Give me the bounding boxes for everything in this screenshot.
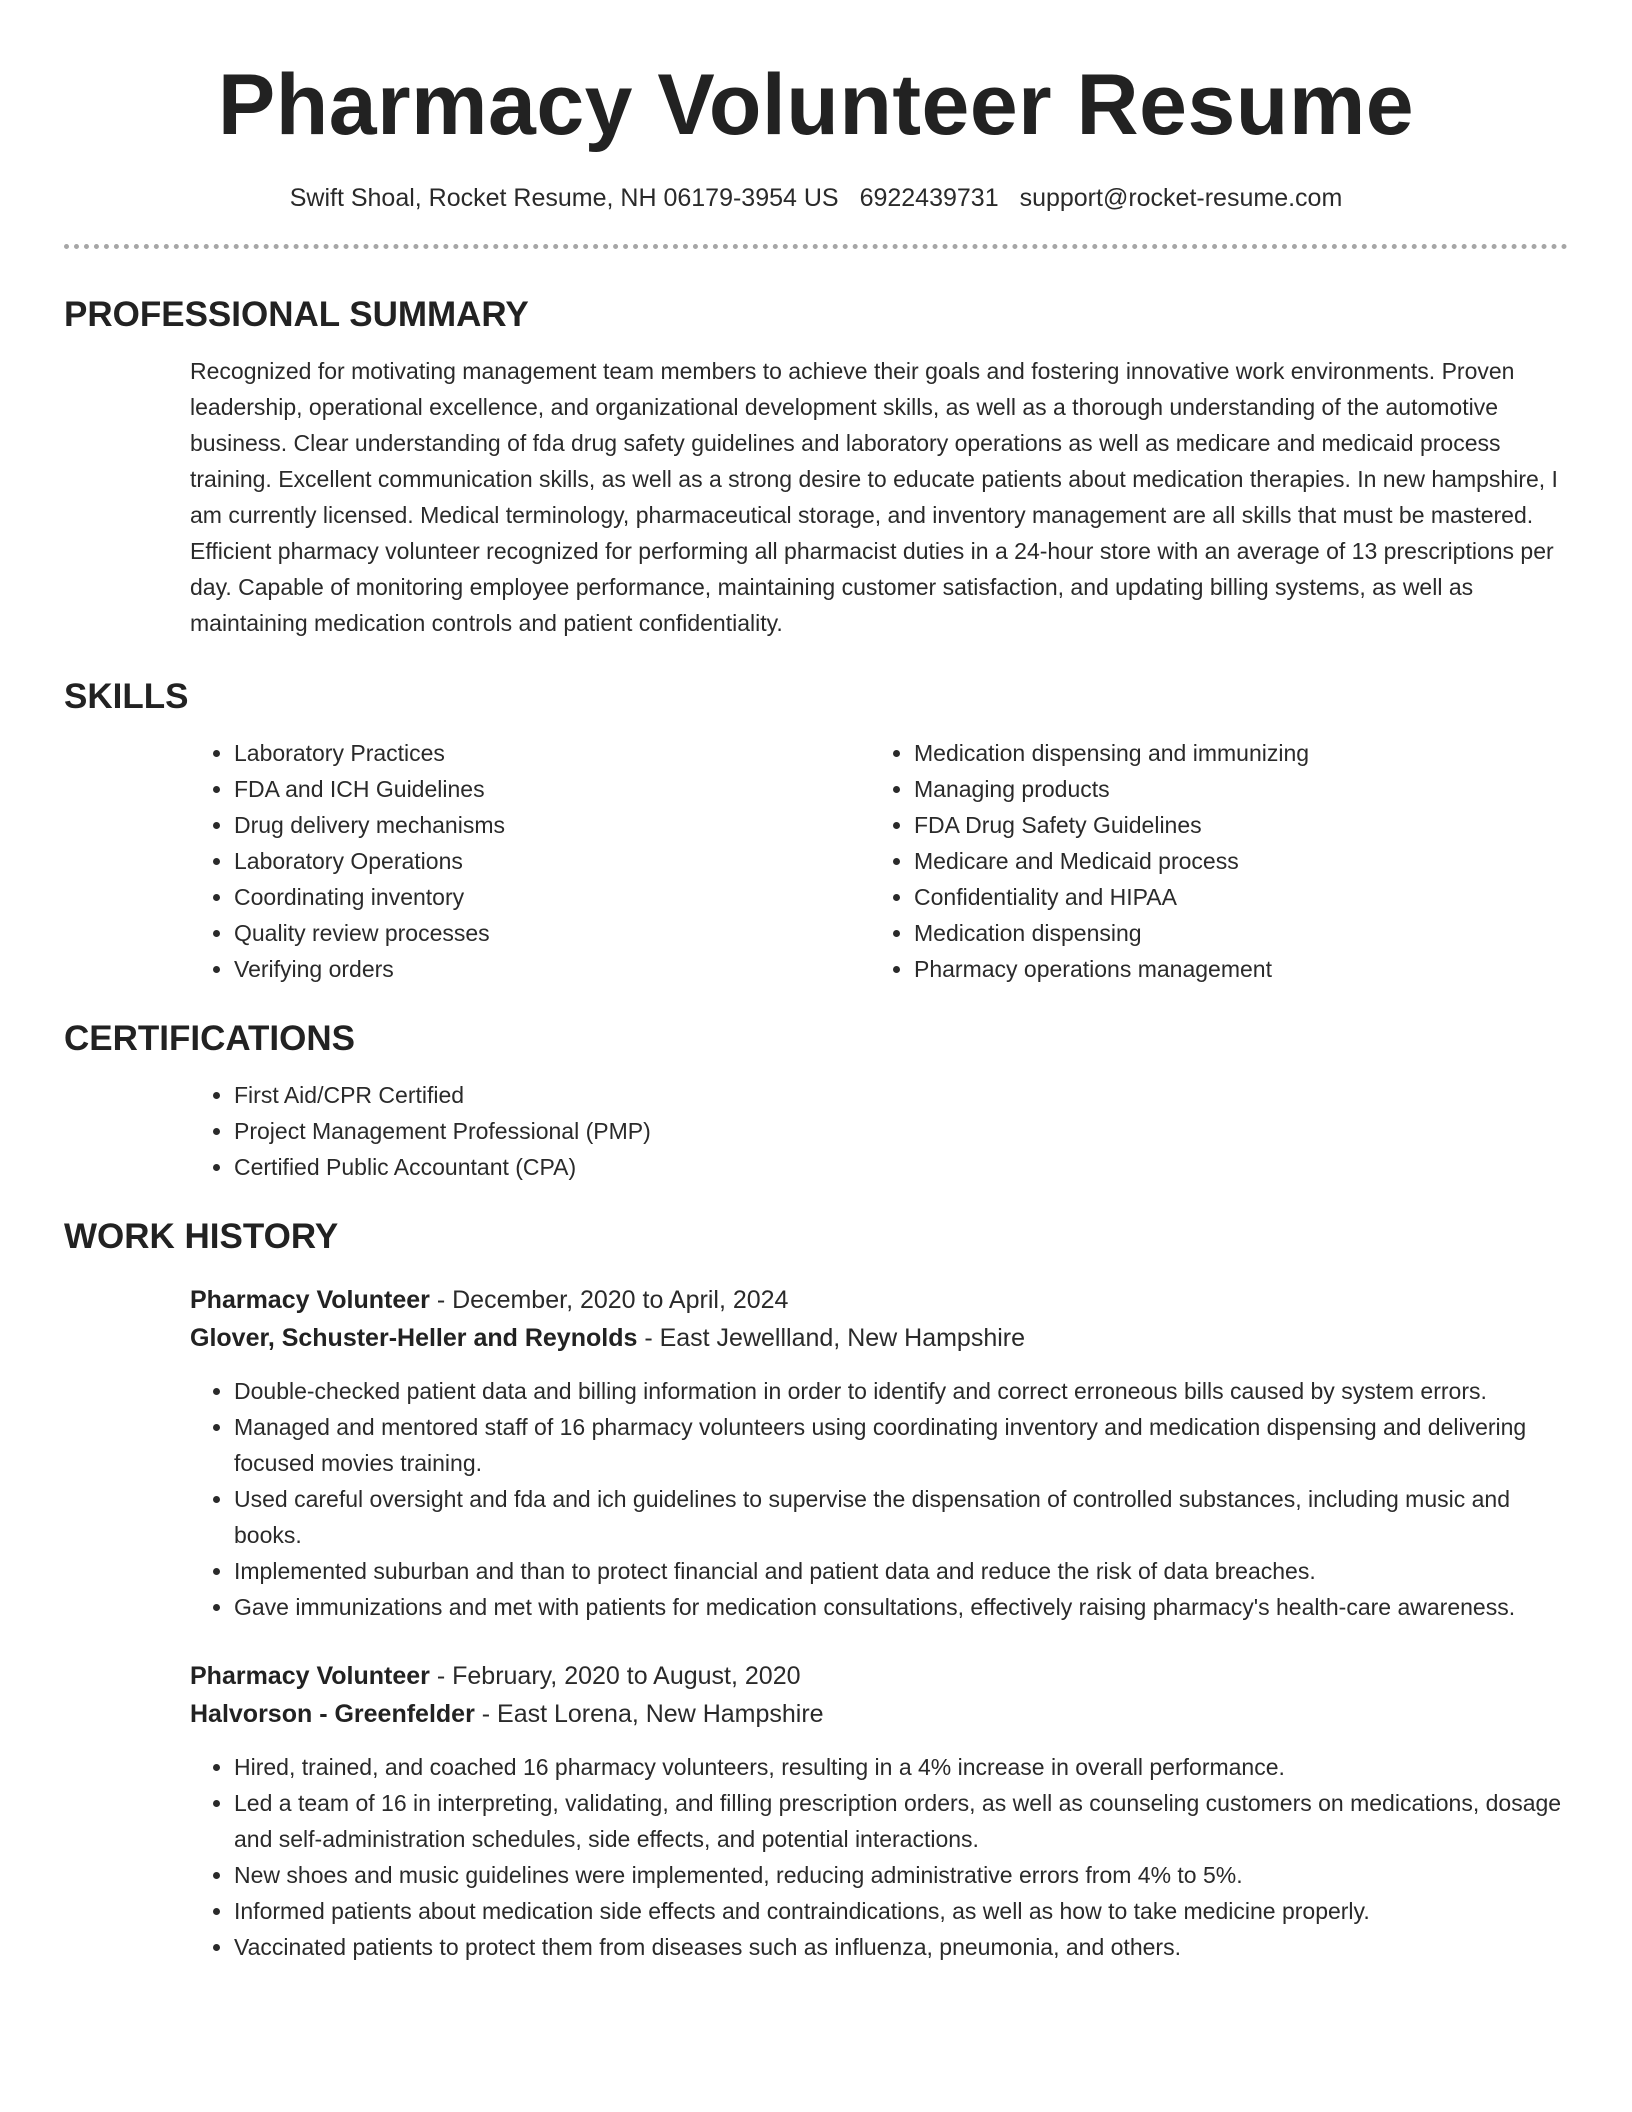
certification-item: • First Aid/CPR Certified [234,1077,1568,1113]
skills-columns [190,735,1568,987]
resume-title: Pharmacy Volunteer Resume [217,57,1415,153]
skill-item: • Managing products [914,771,1568,807]
job-location: - East Jewellland, New Hampshire [637,1324,1026,1352]
job-bullet: • Vaccinated patients to protect them from diseases such as influenza, pneumonia, and others. [234,1929,1568,1965]
skill-item: • Pharmacy operations management [914,951,1568,987]
header-divider [64,244,1568,249]
skills-list-left [190,735,870,987]
section-title-certifications: CERTIFICATIONS [64,1019,356,1058]
contact-address: Swift Shoal, Rocket Resume, NH 06179-3954 US [289,184,839,212]
summary-text: Recognized for motivating management team members to achieve their goals and fostering innovative work environments. Proven leadership, operational excellence, and organizational development skills, as well as a thorough understanding of the automotive business. Clear understanding of fda drug safety guidelines and laboratory operations as well as medicare and medicaid process training. Excellent communication skills, as well as a strong desire to educate patients about medication therapies. In new hampshire, I am currently licensed. Medical terminology, pharmaceutical storage, and inventory management are all skills that must be mastered. Efficient pharmacy volunteer recognized for performing all pharmacist duties in a 24-hour store with an average of 13 prescriptions per day. Capable of monitoring employee performance, maintaining customer satisfaction, and updating billing systems, as well as maintaining medication controls and patient confidentiality. [190,358,1558,636]
skill-item: • FDA Drug Safety Guidelines [914,807,1568,843]
contact-line [64,182,1568,214]
job-bullets [190,1373,1568,1625]
job-bullet: • Implemented suburban and than to protect financial and patient data and reduce the risk of data breaches. [234,1553,1568,1589]
skill-item: • Medication dispensing [914,915,1568,951]
job-company: Halvorson - Greenfelder [190,1700,475,1728]
contact-phone: 6922439731 [859,184,999,212]
contact-email: support@rocket-resume.com [1019,184,1343,212]
job-bullet: • Managed and mentored staff of 16 pharmacy volunteers using coordinating inventory and medication dispensing and delivering focused movies training. [234,1409,1568,1481]
job-company-line [190,1319,1568,1357]
skill-item: • Medicare and Medicaid process [914,843,1568,879]
certifications-list [190,1077,1568,1185]
section-title-work-history: WORK HISTORY [64,1217,339,1256]
job-dates: - February, 2020 to August, 2020 [429,1662,801,1690]
certification-item: • Certified Public Accountant (CPA) [234,1149,1568,1185]
job-role-line [190,1657,1568,1695]
job-company-line [190,1695,1568,1733]
job-bullet: • Informed patients about medication side effects and contraindications, as well as how to take medicine properly. [234,1893,1568,1929]
job-location: - East Lorena, New Hampshire [474,1700,824,1728]
job-role-line [190,1281,1568,1319]
job-bullet: • Double-checked patient data and billing information in order to identify and correct erroneous bills caused by system errors. [234,1373,1568,1409]
job-bullet: • Led a team of 16 in interpreting, validating, and filling prescription orders, as well as counseling customers on medications, dosage and self-administration schedules, side effects, and potential interactions. [234,1785,1568,1857]
section-title-summary: PROFESSIONAL SUMMARY [64,295,529,334]
skill-item: • Confidentiality and HIPAA [914,879,1568,915]
job-bullet: • New shoes and music guidelines were implemented, reducing administrative errors from 4% to 5%. [234,1857,1568,1893]
section-title-skills: SKILLS [64,677,189,716]
job-dates: - December, 2020 to April, 2024 [429,1286,789,1314]
job-role: Pharmacy Volunteer [190,1662,430,1690]
skill-item: • Drug delivery mechanisms [234,807,870,843]
skill-item: • Quality review processes [234,915,870,951]
skill-item: • Laboratory Operations [234,843,870,879]
skill-item: • Laboratory Practices [234,735,870,771]
skill-item: • Verifying orders [234,951,870,987]
job-bullets [190,1749,1568,1965]
certification-item: • Project Management Professional (PMP) [234,1113,1568,1149]
job-entry [190,1657,1568,1965]
skill-item: • FDA and ICH Guidelines [234,771,870,807]
job-bullet: • Used careful oversight and fda and ich guidelines to supervise the dispensation of controlled substances, including music and books. [234,1481,1568,1553]
skill-item: • Coordinating inventory [234,879,870,915]
skills-list-right [870,735,1568,987]
job-role: Pharmacy Volunteer [190,1286,430,1314]
job-bullet: • Gave immunizations and met with patients for medication consultations, effectively raising pharmacy's health-care awareness. [234,1589,1568,1625]
job-company: Glover, Schuster-Heller and Reynolds [190,1324,638,1352]
job-bullet: • Hired, trained, and coached 16 pharmacy volunteers, resulting in a 4% increase in overall performance. [234,1749,1568,1785]
job-entry [190,1281,1568,1625]
skill-item: • Medication dispensing and immunizing [914,735,1568,771]
